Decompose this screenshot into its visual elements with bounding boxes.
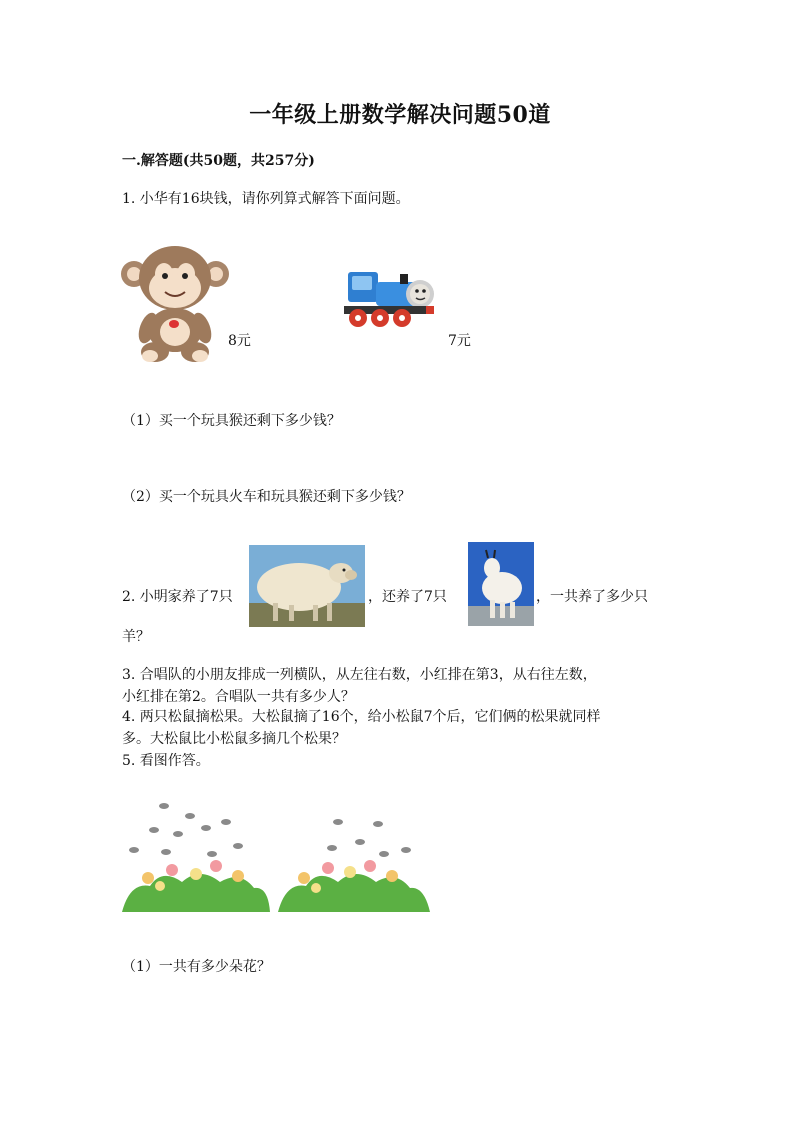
question-2-part-1: 2. 小明家养了7只 (122, 589, 233, 605)
question-4-line-1: 4. 两只松鼠摘松果。大松鼠摘了16个，给小松鼠7个后，它们俩的松果就同样 (122, 709, 601, 725)
bees-and-flowers-icon (120, 796, 432, 914)
sheep-photo-icon (249, 545, 365, 627)
question-2-part-2: ，还养了7只 (368, 589, 447, 605)
page-title: 一年级上册数学解决问题50道 (249, 102, 551, 128)
monkey-price: 8元 (228, 333, 251, 349)
question-3-line-1: 3. 合唱队的小朋友排成一列横队，从左往右数，小红排在第3，从右往左数， (122, 667, 597, 683)
question-4-line-2: 多。大松鼠比小松鼠多摘几个松果？ (122, 731, 346, 747)
goat-photo-icon (468, 542, 534, 626)
question-2-part-3: ，一共养了多少只 (536, 589, 648, 605)
section-heading: 一.解答题(共50题，共257分) (122, 153, 315, 169)
toy-train-icon (340, 266, 436, 332)
question-5-text: 5. 看图作答。 (122, 753, 210, 769)
question-3-line-2: 小红排在第2。合唱队一共有多少人？ (122, 689, 355, 705)
question-2-part-4: 羊？ (122, 629, 150, 645)
question-1-sub-2: （2）买一个玩具火车和玩具猴还剩下多少钱？ (122, 489, 411, 505)
train-price: 7元 (448, 333, 471, 349)
question-5-sub-1: （1）一共有多少朵花？ (122, 959, 271, 975)
toy-monkey-icon (120, 244, 230, 366)
question-1-text: 1. 小华有16块钱，请你列算式解答下面问题。 (122, 191, 410, 207)
question-1-sub-1: （1）买一个玩具猴还剩下多少钱？ (122, 413, 341, 429)
